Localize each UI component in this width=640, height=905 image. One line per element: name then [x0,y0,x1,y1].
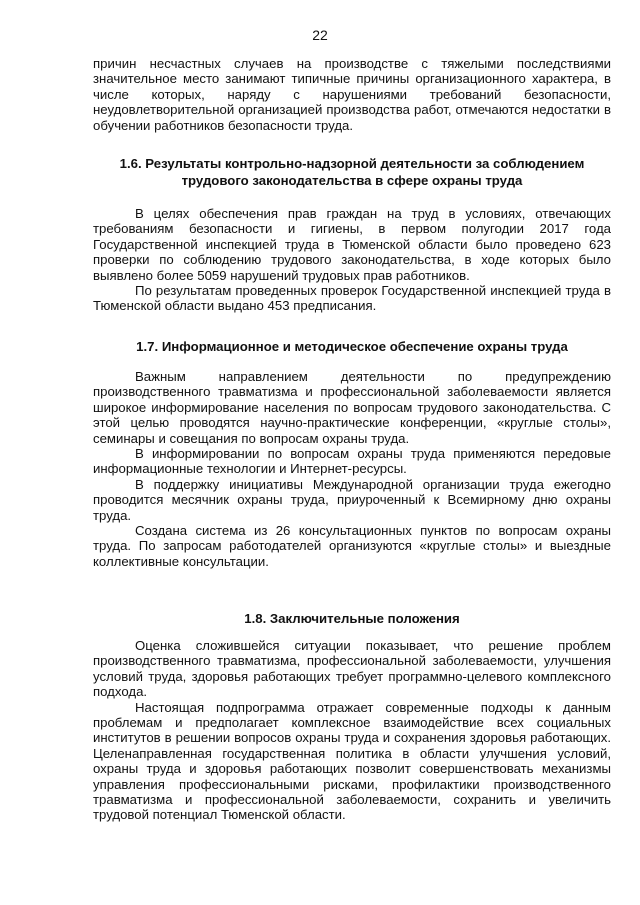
section-1-6-body [93,206,611,314]
section-1-7-body [93,369,611,569]
paragraph: Создана система из 26 консультационных пунктов по вопросам охраны труда. По запросам работодателей организуются «круглые столы» и выездные коллективные консультации. [93,523,611,569]
paragraph: В целях обеспечения прав граждан на труд в условиях, отвечающих требованиям безопасности и гигиены, в первом полугодии 2017 года Государственной инспекцией труда в Тюменской области было проведено 623 проверки по соблюдению трудового законодательства, в ходе которых было выявлено более 5059 нарушений трудовых прав работников. [93,206,611,283]
heading-line: трудового законодательства в сфере охраны труда [181,173,523,188]
intro-paragraph [93,56,611,133]
paragraph: Настоящая подпрограмма отражает современные подходы к данным проблемам и предполагает комплексное взаимодействие всех социальных институтов в решении вопросов охраны труда и сохранения здоровья работающих. Целенаправленная государственная политика в области улучшения условий, охраны труда и здоровья работающих позволит совершенствовать механизмы управления профессиональными рисками, профилактики производственного травматизма и профессиональной заболеваемости, сохранить и увеличить трудовой потенциал Тюменской области. [93,699,611,823]
paragraph: причин несчастных случаев на производстве с тяжелыми последствиями значительное место занимают типичные причины организационного характера, в числе которых, наряду с нарушениями требований безопасности, неудовлетворительной организацией производства работ, отмечаются недостатки в обучении работников безопасности труда. [93,56,611,133]
section-1-8-body [93,638,611,823]
paragraph: По результатам проведенных проверок Государственной инспекцией труда в Тюменской области выдано 453 предписания. [93,283,611,314]
paragraph: В информировании по вопросам охраны труда применяются передовые информационные технологии и Интернет-ресурсы. [93,446,611,477]
heading-line: 1.8. Заключительные положения [244,611,460,626]
section-heading-1-8 [93,610,611,627]
section-heading-1-6 [93,155,611,189]
heading-line: 1.6. Результаты контрольно-надзорной деятельности за соблюдением [119,156,585,171]
heading-line: 1.7. Информационное и методическое обеспечение охраны труда [136,339,568,354]
section-heading-1-7 [93,338,611,355]
paragraph: Важным направлением деятельности по предупреждению производственного травматизма и профессиональной заболеваемости является широкое информирование населения по вопросам трудового законодательства. С этой целью проводятся научно-практические конференции, «круглые столы», семинары и совещания по вопросам охраны труда. [93,369,611,446]
page-number: 22 [312,27,328,43]
paragraph: Оценка сложившейся ситуации показывает, что решение проблем производственного травматизма, профессиональной заболеваемости, улучшения условий труда, здоровья работающих требует программно-целевого комплексного подхода. [93,638,611,700]
paragraph: В поддержку инициативы Международной организации труда ежегодно проводится месячник охраны труда, приуроченный к Всемирному дню охраны труда. [93,476,611,523]
